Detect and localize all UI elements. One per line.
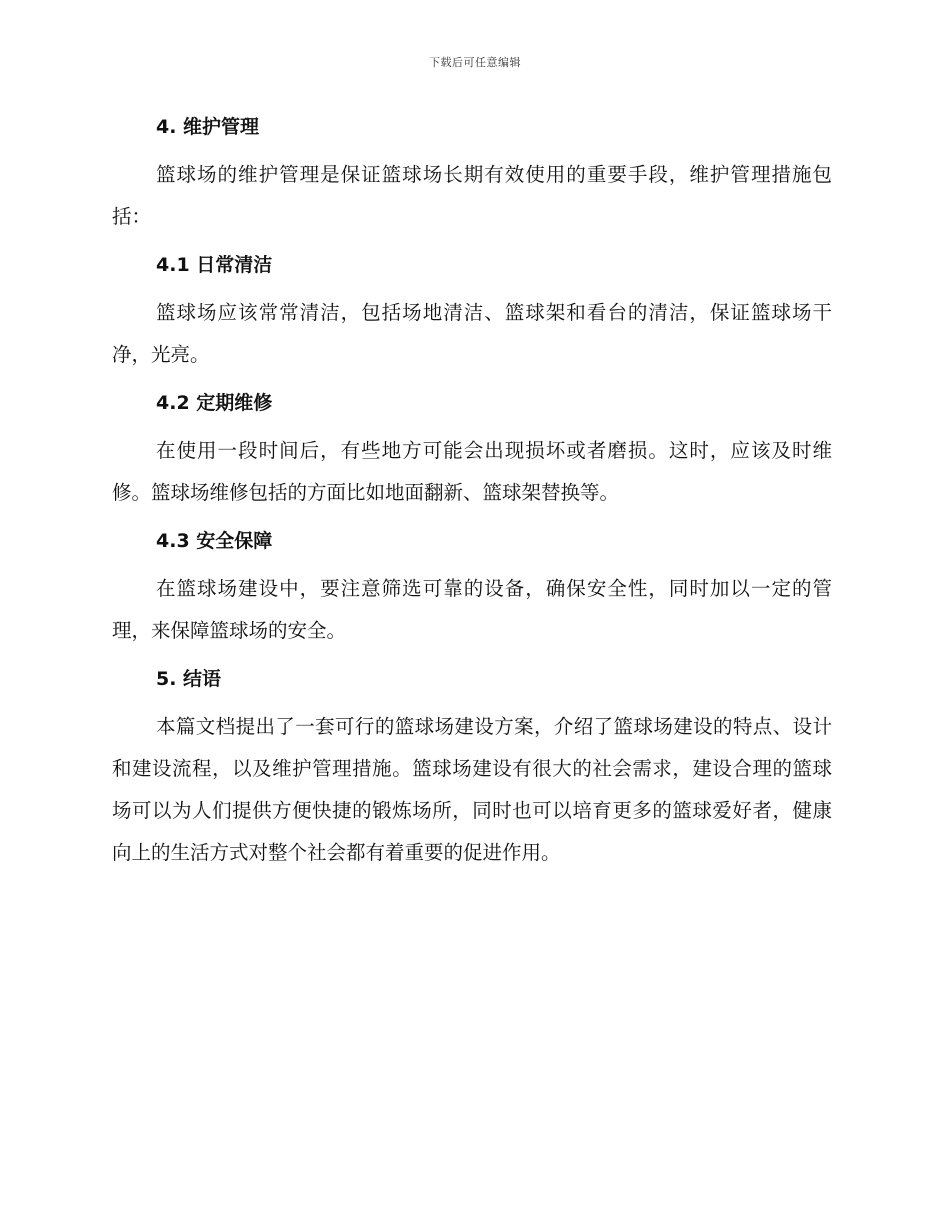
paragraph-regular-repair: 在使用一段时间后，有些地方可能会出现损坏或者磨损。这时，应该及时维修。篮球场维修包括的方面比如地面翻新、篮球架替换等。 bbox=[112, 439, 832, 504]
section-heading-maintenance: 4. 维护管理 bbox=[156, 116, 260, 138]
paragraph-daily-cleaning: 篮球场应该常常清洁，包括场地清洁、篮球架和看台的清洁，保证篮球场干净，光亮。 bbox=[112, 301, 832, 366]
header-note: 下载后可任意编辑 bbox=[429, 56, 521, 69]
paragraph-conclusion: 本篇文档提出了一套可行的篮球场建设方案，介绍了篮球场建设的特点、设计和建设流程，以及维护管理措施。篮球场建设有很大的社会需求，建设合理的篮球场可以为人们提供方便快捷的锻炼场所，同时也可以培育更多的篮球爱好者，健康向上的生活方式对整个社会都有着重要的促进作用。 bbox=[112, 715, 832, 864]
paragraph-maintenance-intro: 篮球场的维护管理是保证篮球场长期有效使用的重要手段，维护管理措施包括： bbox=[112, 163, 832, 228]
paragraph-safety: 在篮球场建设中，要注意筛选可靠的设备，确保安全性，同时加以一定的管理，来保障篮球场的安全。 bbox=[112, 577, 832, 642]
section-heading-daily-cleaning: 4.1 日常清洁 bbox=[156, 254, 273, 276]
section-heading-regular-repair: 4.2 定期维修 bbox=[156, 392, 273, 414]
document-body bbox=[112, 110, 832, 884]
section-heading-safety: 4.3 安全保障 bbox=[156, 530, 273, 552]
section-heading-conclusion: 5. 结语 bbox=[156, 668, 222, 690]
